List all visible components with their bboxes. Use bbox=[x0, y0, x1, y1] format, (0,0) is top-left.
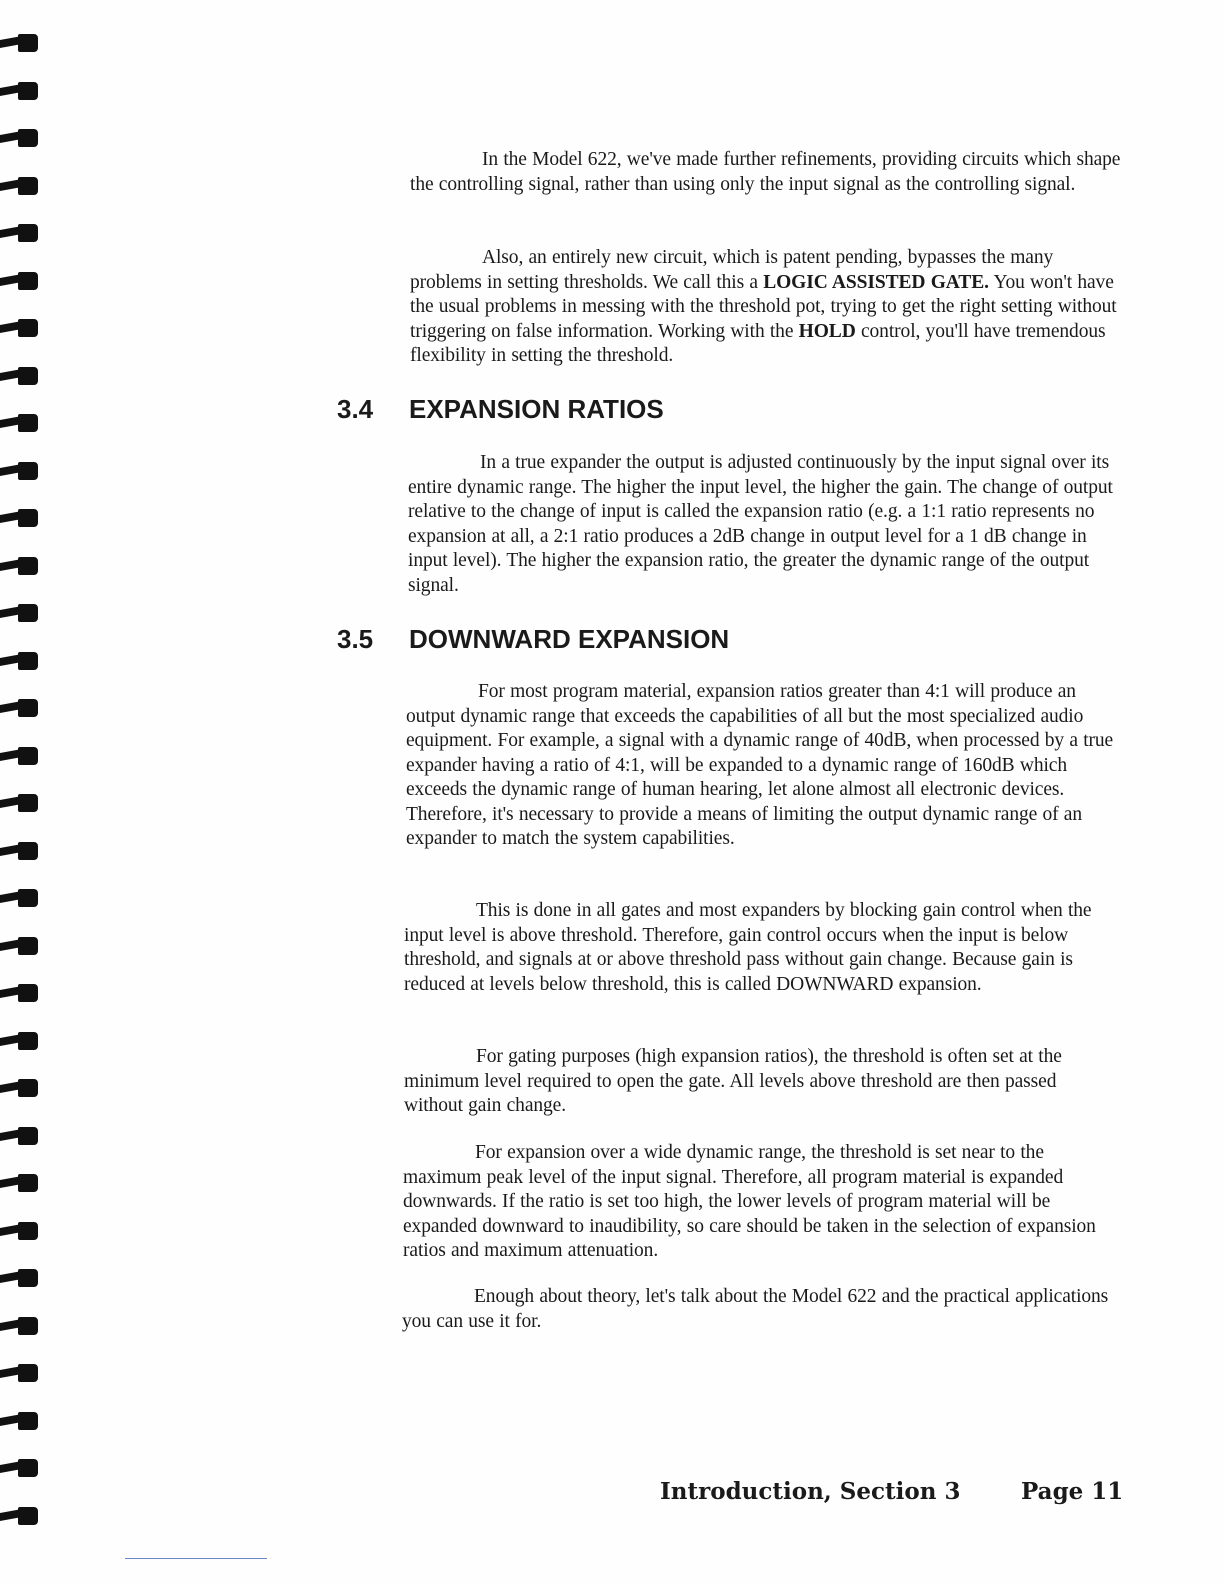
footer-page-number: Page 11 bbox=[1021, 1478, 1124, 1505]
binding-ring bbox=[0, 175, 40, 197]
bottom-rule-line bbox=[125, 1558, 267, 1559]
binding-ring-hole bbox=[18, 177, 38, 195]
binding-ring bbox=[0, 840, 40, 862]
binding-ring bbox=[0, 1077, 40, 1099]
section-title: DOWNWARD EXPANSION bbox=[409, 624, 730, 654]
binding-ring-hole bbox=[18, 319, 38, 337]
binding-ring-hole bbox=[18, 462, 38, 480]
section-heading-3-4 bbox=[337, 394, 837, 428]
binding-ring-hole bbox=[18, 604, 38, 622]
binding-ring-hole bbox=[18, 272, 38, 290]
binding-ring bbox=[0, 1410, 40, 1432]
logic-assisted-gate-term: LOGIC ASSISTED GATE. bbox=[763, 271, 989, 293]
binding-ring bbox=[0, 1267, 40, 1289]
binding-ring-hole bbox=[18, 1507, 38, 1525]
paragraph-model-622-refinements: In the Model 622, we've made further refinements, providing circuits which shape the controlling signal, rather than using only the input signal as the controlling signal. bbox=[410, 149, 1121, 195]
binding-ring-hole bbox=[18, 794, 38, 812]
binding-ring bbox=[0, 1362, 40, 1384]
binding-ring bbox=[0, 1220, 40, 1242]
text-span: control, you'll have tremendous flexibility in setting the threshold. bbox=[410, 320, 1106, 366]
binding-ring bbox=[0, 697, 40, 719]
binding-ring-hole bbox=[18, 34, 38, 52]
binding-ring bbox=[0, 1315, 40, 1337]
binding-ring bbox=[0, 127, 40, 149]
binding-ring-hole bbox=[18, 509, 38, 527]
paragraph-wide-dynamic-range: For expansion over a wide dynamic range, the threshold is set near to the maximum peak level of the input signal. Therefore, all program material is expanded downwards. If the ratio is set too high, the lower levels of program material will be expanded downward to inaudibility, so care should be taken in the selection of expansion ratios and maximum attenuation. bbox=[403, 1142, 1096, 1261]
text-span: You won't have the usual problems in messing with the threshold pot, trying to get the right setting without triggering on false information. Working with the bbox=[410, 271, 1117, 342]
binding-ring-hole bbox=[18, 842, 38, 860]
paragraph-program-material: For most program material, expansion ratios greater than 4:1 will produce an output dynamic range that exceeds the capabilities of all but the most specialized audio equipment. For example, a signal with a dynamic range of 40dB, when processed by a true expander having a ratio of 4:1, will be expanded to a dynamic range of 160dB which exceeds the dynamic range of human hearing, let alone almost all electronic devices. Therefore, it's necessary to provide a means of limiting the output dynamic range of an expander to match the system capabilities. bbox=[406, 681, 1114, 849]
binding-ring bbox=[0, 792, 40, 814]
binding-ring-hole bbox=[18, 1174, 38, 1192]
binding-ring bbox=[0, 1030, 40, 1052]
binding-ring-hole bbox=[18, 1032, 38, 1050]
binding-ring-hole bbox=[18, 652, 38, 670]
binding-ring-hole bbox=[18, 1269, 38, 1287]
binding-ring-hole bbox=[18, 82, 38, 100]
paragraph-true-expander: In a true expander the output is adjusted continuously by the input signal over its entire dynamic range. The higher the input level, the higher the gain. The change of output relative to the change of input is called the expansion ratio (e.g. a 1:1 ratio represents no expansion at all, a 2:1 ratio produces a 2dB change in output level for a 1 dB change in input level). The higher the expansion ratio, the greater the dynamic range of the output signal. bbox=[408, 452, 1113, 596]
paragraph-logic-assisted-gate bbox=[410, 246, 1122, 369]
binding-ring-hole bbox=[18, 414, 38, 432]
binding-ring-hole bbox=[18, 747, 38, 765]
text-span: Also, an entirely new circuit, which is patent pending, bypasses the many problems in setting thresholds. We call this a bbox=[410, 247, 1054, 293]
binding-ring bbox=[0, 1172, 40, 1194]
binding-ring bbox=[0, 222, 40, 244]
binding-ring bbox=[0, 80, 40, 102]
binding-ring bbox=[0, 507, 40, 529]
binding-ring-hole bbox=[18, 1364, 38, 1382]
binding-ring bbox=[0, 1457, 40, 1479]
binding-ring bbox=[0, 887, 40, 909]
binding-ring bbox=[0, 317, 40, 339]
binding-ring-hole bbox=[18, 224, 38, 242]
section-heading-3-5 bbox=[337, 624, 837, 658]
paragraph-gating-purposes: For gating purposes (high expansion ratios), the threshold is often set at the minimum level required to open the gate. All levels above threshold are then passed without gain change. bbox=[404, 1046, 1062, 1116]
binding-ring-hole bbox=[18, 1412, 38, 1430]
binding-ring-hole bbox=[18, 984, 38, 1002]
paragraph-enough-theory: Enough about theory, let's talk about the Model 622 and the practical applications you can use it for. bbox=[402, 1286, 1109, 1332]
section-number: 3.5 bbox=[337, 624, 374, 654]
binding-ring-hole bbox=[18, 557, 38, 575]
binding-ring bbox=[0, 365, 40, 387]
paragraph-blocking-gain-control: This is done in all gates and most expanders by blocking gain control when the input level is above threshold. Therefore, gain control occurs when the input is below threshold, and signals at or above threshold pass without gain change. Because gain is reduced at levels below threshold, this is called DOWNWARD expansion. bbox=[404, 900, 1092, 995]
spiral-binding bbox=[0, 20, 50, 1540]
binding-ring bbox=[0, 1125, 40, 1147]
binding-ring bbox=[0, 555, 40, 577]
binding-ring bbox=[0, 32, 40, 54]
hold-control-term: HOLD bbox=[798, 320, 856, 342]
binding-ring bbox=[0, 982, 40, 1004]
binding-ring-hole bbox=[18, 367, 38, 385]
section-title: EXPANSION RATIOS bbox=[409, 394, 664, 424]
binding-ring bbox=[0, 745, 40, 767]
binding-ring bbox=[0, 412, 40, 434]
binding-ring-hole bbox=[18, 1459, 38, 1477]
binding-ring-hole bbox=[18, 937, 38, 955]
binding-ring bbox=[0, 935, 40, 957]
binding-ring-hole bbox=[18, 1079, 38, 1097]
section-number: 3.4 bbox=[337, 394, 374, 424]
binding-ring-hole bbox=[18, 1317, 38, 1335]
binding-ring-hole bbox=[18, 889, 38, 907]
binding-ring bbox=[0, 460, 40, 482]
binding-ring-hole bbox=[18, 1222, 38, 1240]
binding-ring bbox=[0, 650, 40, 672]
binding-ring bbox=[0, 270, 40, 292]
binding-ring-hole bbox=[18, 129, 38, 147]
binding-ring bbox=[0, 602, 40, 624]
binding-ring-hole bbox=[18, 1127, 38, 1145]
footer-section-label: Introduction, Section 3 bbox=[660, 1478, 961, 1505]
binding-ring bbox=[0, 1505, 40, 1527]
binding-ring-hole bbox=[18, 699, 38, 717]
